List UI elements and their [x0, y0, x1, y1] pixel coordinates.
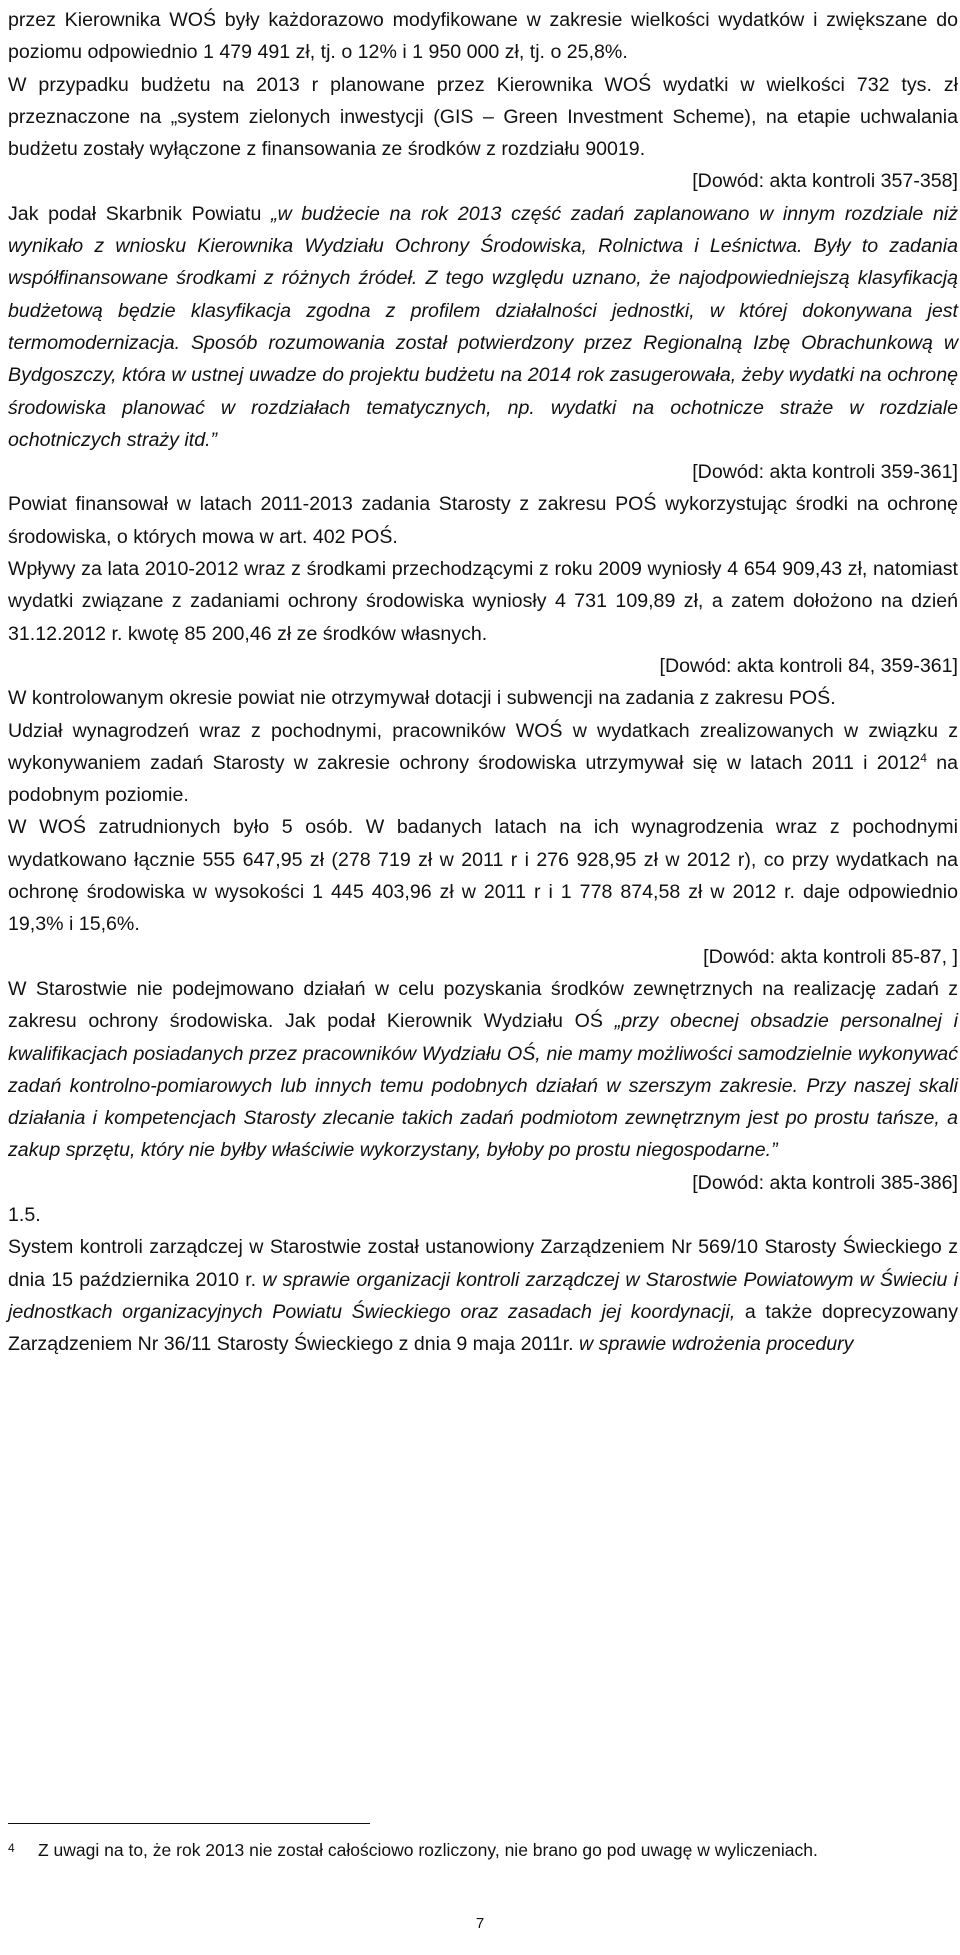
paragraph-external-funds: [8, 973, 958, 1167]
footnote-number: 4: [8, 1841, 15, 1855]
footnote-separator: [8, 1823, 370, 1824]
paragraph-lead-text: Udział wynagrodzeń wraz z pochodnymi, pracowników WOŚ w wydatkach zrealizowanych w związku z wykonywaniem zadań Starosty w zakresie ochrony środowiska utrzymywał się w latach 2011 i 2012: [8, 719, 958, 774]
paragraph-text: System kontroli zarządczej w Starostwie został ustanowiony Zarządzeniem Nr 569/10 Starosty Świeckiego z dnia 15 października 2010 r.: [8, 1236, 958, 1291]
quoted-statement: „przy obecnej obsadzie personalnej i kwalifikacjach posiadanych przez pracowników Wydziału OŚ, nie mamy możliwości samodzielnie wykonywać zadań kontrolno-pomiarowych lub innych temu podobnych działań w szerszym zakresie. Przy naszej skali działania i kompetencjach Starosty zlecanie takich zadań podmiotom zewnętrznym jest po prostu tańsze, a zakup sprzętu, który nie byłby właściwie wykorzystany, byłoby po prostu niegospodarne.”: [8, 1010, 959, 1162]
evidence-reference: [Dowód: akta kontroli 85-87, ]: [703, 945, 958, 968]
paragraph-no-subsidies: W kontrolowanym okresie powiat nie otrzymywał dotacji i subwencji na zadania z zakresu POŚ.: [8, 687, 836, 710]
evidence-reference: [Dowód: akta kontroli 357-358]: [692, 170, 958, 193]
page-number: 7: [475, 1915, 485, 1932]
footnote-text: Z uwagi na to, że rok 2013 nie został całościowo rozliczony, nie brano go pod uwagę w wyliczeniach.: [38, 1840, 818, 1860]
footnote: [8, 1837, 958, 1864]
paragraph-tail-text: na podobnym poziomie.: [8, 751, 958, 807]
footnote-reference[interactable]: 4: [920, 750, 927, 765]
regulation-title: w sprawie wdrożenia procedury: [579, 1333, 854, 1356]
paragraph-text: a także doprecyzowany Zarządzeniem Nr 36/11 Starosty Świeckiego z dnia 9 maja 2011r.: [8, 1300, 958, 1356]
paragraph-budget-2013: W przypadku budżetu na 2013 r planowane przez Kierownika WOŚ wydatki w wielkości 732 tys. zł przeznaczone na „system zielonych inwestycji (GIS – Green Investment Scheme), na etapie uchwalania budżetu zostały wyłączone z finansowania ze środków z rozdziału 90019.: [8, 73, 958, 161]
quoted-statement: „w budżecie na rok 2013 część zadań zaplanowano w innym rozdziale niż wynikało z wniosku Kierownika Wydziału Ochrony Środowiska, Rolnictwa i Leśnictwa. Były to zadania współfinansowane środkami z różnych źródeł. Z tego względu uznano, że najodpowiedniejszą klasyfikacją budżetową będzie klasyfikacja zgodna z profilem działalności jednostki, w której dokonywana jest termomodernizacja. Sposób rozumowania został potwierdzony przez Regionalną Izbę Obrachunkową w Bydgoszczy, która w ustnej uwadze do projektu budżetu na 2014 rok zasugerowała, żeby wydatki na ochronę środowiska planować w rozdziałach tematycznych, np. wydatki na ochotnicze straże w rozdziale ochotniczych straży itd.”: [8, 202, 958, 451]
evidence-reference: [Dowód: akta kontroli 385-386]: [692, 1171, 958, 1194]
paragraph-management-control: [8, 1231, 958, 1360]
document-body: [8, 4, 958, 1360]
paragraph-revenues-expenses: Wpływy za lata 2010-2012 wraz z środkami przechodzącymi z roku 2009 wyniosły 4 654 909,43 zł, natomiast wydatki związane z zadaniami ochrony środowiska wyniosły 4 731 109,89 zł, a zatem dołożono na dzień 31.12.2012 r. kwotę 85 200,46 zł ze środków własnych.: [8, 558, 958, 645]
paragraph-budget-modifications: przez Kierownika WOŚ były każdorazowo modyfikowane w zakresie wielkości wydatków i zwiększane do poziomu odpowiednio 1 479 491 zł, tj. o 12% i 1 950 000 zł, tj. o 25,8%.: [8, 9, 958, 64]
paragraph-lead-text: W Starostwie nie podejmowano działań w celu pozyskania środków zewnętrznych na realizację zadań z zakresu ochrony środowiska. Jak podał Kierownik Wydziału OŚ: [8, 977, 958, 1033]
paragraph-pos-funding: Powiat finansował w latach 2011-2013 zadania Starosty z zakresu POŚ wykorzystując środki na ochronę środowiska, o których mowa w art. 402 POŚ.: [8, 493, 958, 548]
paragraph-salary-share: [8, 715, 958, 812]
regulation-title: w sprawie organizacji kontroli zarządczej w Starostwie Powiatowym w Świeciu i jednostkach organizacyjnych Powiatu Świeckiego oraz zasadach jej koordynacji,: [8, 1268, 958, 1323]
paragraph-treasurer-statement: [8, 198, 958, 456]
paragraph-staff-salaries: W WOŚ zatrudnionych było 5 osób. W badanych latach na ich wynagrodzenia wraz z pochodnymi wydatkowano łącznie 555 647,95 zł (278 719 zł w 2011 r i 276 928,95 zł w 2012 r), co przy wydatkach na ochronę środowiska w wysokości 1 445 403,96 zł w 2011 r i 1 778 874,58 zł w 2012 r. daje odpowiednio 19,3% i 15,6%.: [8, 816, 958, 936]
evidence-reference: [Dowód: akta kontroli 84, 359-361]: [659, 654, 958, 677]
paragraph-lead-text: Jak podał Skarbnik Powiatu: [8, 202, 272, 225]
section-number: 1.5.: [8, 1203, 41, 1226]
evidence-reference: [Dowód: akta kontroli 359-361]: [692, 461, 958, 484]
